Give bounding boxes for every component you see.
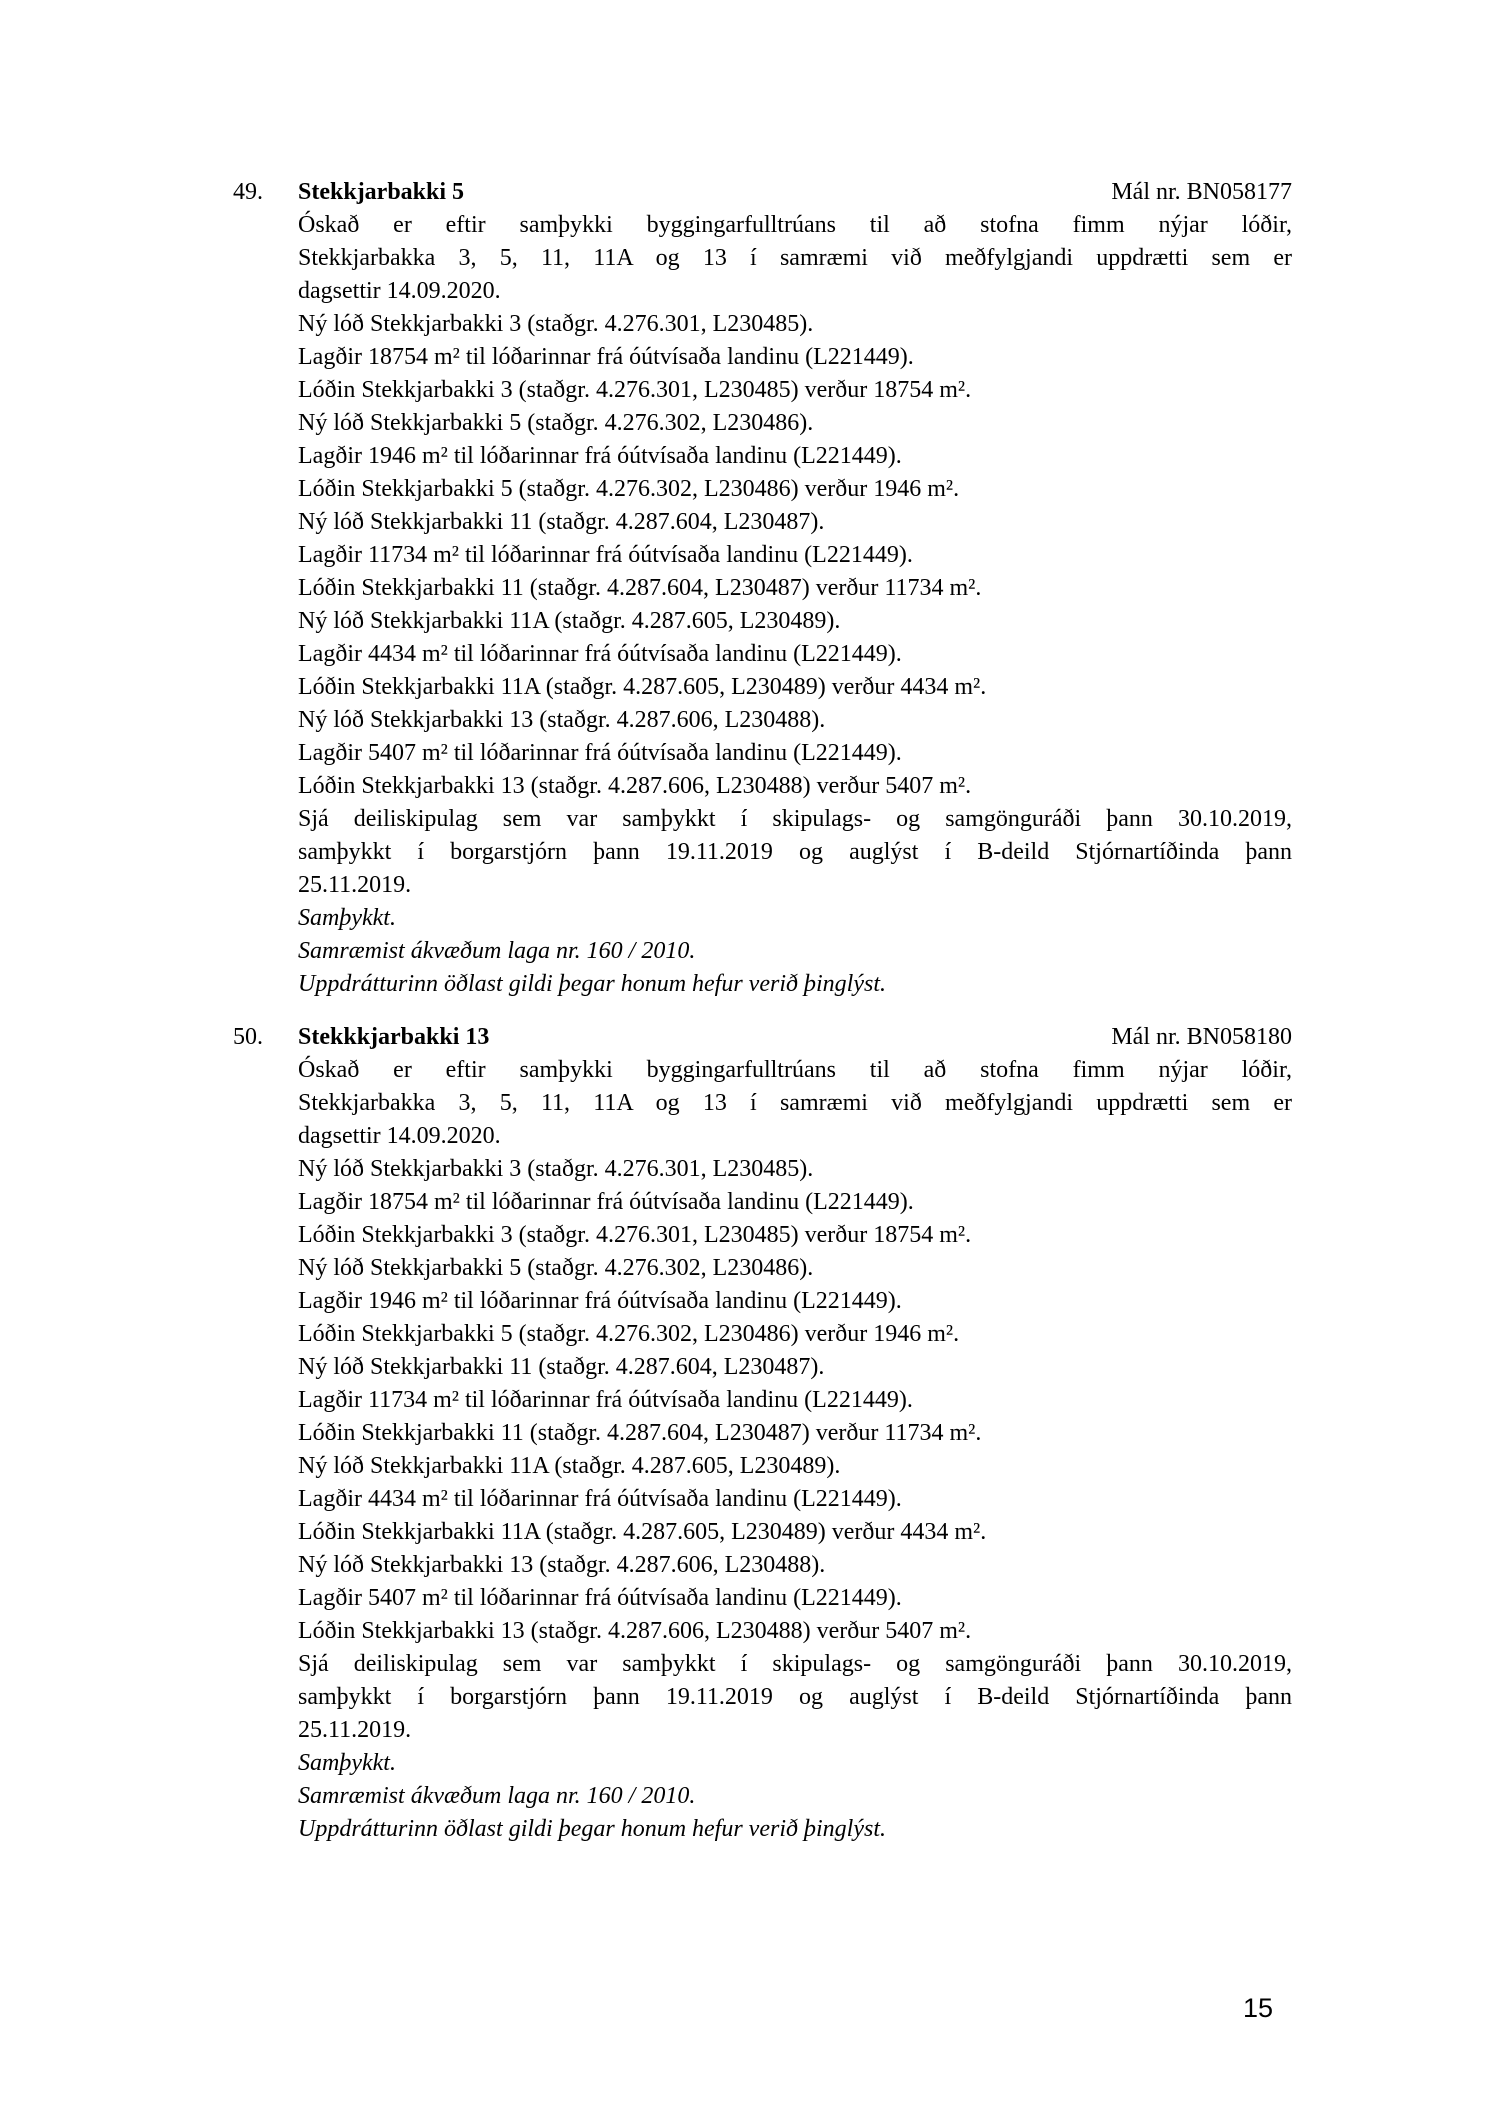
- text-line: Ný lóð Stekkjarbakki 3 (staðgr. 4.276.301, L230485).: [298, 311, 814, 337]
- closing-paragraph: [298, 803, 1292, 902]
- intro-paragraph: [298, 209, 1292, 308]
- text-line: Lagðir 1946 m² til lóðarinnar frá óútvísaða landinu (L221449).: [298, 1288, 902, 1314]
- text-line: Lóðin Stekkjarbakki 5 (staðgr. 4.276.302, L230486) verður 1946 m².: [298, 1321, 960, 1347]
- item-title: Stekkkjarbakki 13: [298, 1024, 490, 1050]
- agenda-item-49: [233, 176, 1292, 1001]
- text-line: Lagðir 1946 m² til lóðarinnar frá óútvísaða landinu (L221449).: [298, 443, 902, 469]
- text-line: Óskað er eftir samþykki byggingarfulltrúans til að stofna fimm nýjar lóðir,: [298, 212, 1292, 238]
- text-line: Ný lóð Stekkjarbakki 11A (staðgr. 4.287.605, L230489).: [298, 1453, 841, 1479]
- text-line: Lóðin Stekkjarbakki 13 (staðgr. 4.287.606, L230488) verður 5407 m².: [298, 773, 972, 799]
- text-line: 25.11.2019.: [298, 872, 412, 898]
- text-line: Stekkjarbakka 3, 5, 11, 11A og 13 í samræmi við meðfylgjandi uppdrætti sem er: [298, 1090, 1292, 1116]
- text-line: Óskað er eftir samþykki byggingarfulltrúans til að stofna fimm nýjar lóðir,: [298, 1057, 1292, 1083]
- item-body: [298, 1054, 1292, 1846]
- text-line: 25.11.2019.: [298, 1717, 412, 1743]
- text-line: Ný lóð Stekkjarbakki 11 (staðgr. 4.287.604, L230487).: [298, 509, 825, 535]
- text-line: Uppdrátturinn öðlast gildi þegar honum hefur verið þinglýst.: [298, 1816, 886, 1842]
- item-number: 50.: [233, 1024, 263, 1050]
- text-line: Lagðir 4434 m² til lóðarinnar frá óútvísaða landinu (L221449).: [298, 641, 902, 667]
- text-line: Lóðin Stekkjarbakki 3 (staðgr. 4.276.301, L230485) verður 18754 m².: [298, 377, 972, 403]
- text-line: Stekkjarbakka 3, 5, 11, 11A og 13 í samræmi við meðfylgjandi uppdrætti sem er: [298, 245, 1292, 271]
- lot-detail-lines: [298, 1153, 1292, 1648]
- text-line: Ný lóð Stekkjarbakki 13 (staðgr. 4.287.606, L230488).: [298, 707, 826, 733]
- text-line: dagsettir 14.09.2020.: [298, 1123, 501, 1149]
- resolution-lines: [298, 1747, 1292, 1846]
- text-line: Lagðir 5407 m² til lóðarinnar frá óútvísaða landinu (L221449).: [298, 1585, 902, 1611]
- item-title: Stekkjarbakki 5: [298, 179, 465, 205]
- text-line: Sjá deiliskipulag sem var samþykkt í skipulags- og samgönguráði þann 30.10.2019,: [298, 1651, 1292, 1677]
- agenda-item-heading: [233, 1021, 1292, 1054]
- page-number: 15: [1243, 1993, 1274, 2023]
- item-body: [298, 209, 1292, 1001]
- lot-detail-lines: [298, 308, 1292, 803]
- text-line: Lagðir 11734 m² til lóðarinnar frá óútvísaða landinu (L221449).: [298, 542, 913, 568]
- text-line: Ný lóð Stekkjarbakki 5 (staðgr. 4.276.302, L230486).: [298, 410, 814, 436]
- text-line: Lagðir 4434 m² til lóðarinnar frá óútvísaða landinu (L221449).: [298, 1486, 902, 1512]
- text-line: samþykkt í borgarstjórn þann 19.11.2019 og auglýst í B-deild Stjórnartíðinda þann: [298, 1684, 1292, 1710]
- text-line: Ný lóð Stekkjarbakki 11A (staðgr. 4.287.605, L230489).: [298, 608, 841, 634]
- text-line: Lagðir 11734 m² til lóðarinnar frá óútvísaða landinu (L221449).: [298, 1387, 913, 1413]
- text-line: Samræmist ákvæðum laga nr. 160 / 2010.: [298, 1783, 696, 1809]
- text-line: Ný lóð Stekkjarbakki 13 (staðgr. 4.287.606, L230488).: [298, 1552, 826, 1578]
- text-line: Ný lóð Stekkjarbakki 11 (staðgr. 4.287.604, L230487).: [298, 1354, 825, 1380]
- text-line: Lagðir 18754 m² til lóðarinnar frá óútvísaða landinu (L221449).: [298, 344, 914, 370]
- document-content: [233, 176, 1292, 1846]
- resolution-lines: [298, 902, 1292, 1001]
- text-line: Lóðin Stekkjarbakki 11A (staðgr. 4.287.605, L230489) verður 4434 m².: [298, 1519, 987, 1545]
- text-line: Samþykkt.: [298, 1750, 396, 1776]
- text-line: Sjá deiliskipulag sem var samþykkt í skipulags- og samgönguráði þann 30.10.2019,: [298, 806, 1292, 832]
- text-line: samþykkt í borgarstjórn þann 19.11.2019 og auglýst í B-deild Stjórnartíðinda þann: [298, 839, 1292, 865]
- text-line: dagsettir 14.09.2020.: [298, 278, 501, 304]
- text-line: Samræmist ákvæðum laga nr. 160 / 2010.: [298, 938, 696, 964]
- agenda-item-50: [233, 1021, 1292, 1846]
- text-line: Lóðin Stekkjarbakki 11A (staðgr. 4.287.605, L230489) verður 4434 m².: [298, 674, 987, 700]
- text-line: Lagðir 5407 m² til lóðarinnar frá óútvísaða landinu (L221449).: [298, 740, 902, 766]
- text-line: Lagðir 18754 m² til lóðarinnar frá óútvísaða landinu (L221449).: [298, 1189, 914, 1215]
- text-line: Lóðin Stekkjarbakki 13 (staðgr. 4.287.606, L230488) verður 5407 m².: [298, 1618, 972, 1644]
- case-number: Mál nr. BN058180: [1111, 1024, 1292, 1050]
- text-line: Ný lóð Stekkjarbakki 5 (staðgr. 4.276.302, L230486).: [298, 1255, 814, 1281]
- text-line: Lóðin Stekkjarbakki 11 (staðgr. 4.287.604, L230487) verður 11734 m².: [298, 575, 982, 601]
- text-line: Uppdrátturinn öðlast gildi þegar honum hefur verið þinglýst.: [298, 971, 886, 997]
- item-number: 49.: [233, 179, 263, 205]
- text-line: Lóðin Stekkjarbakki 11 (staðgr. 4.287.604, L230487) verður 11734 m².: [298, 1420, 982, 1446]
- text-line: Ný lóð Stekkjarbakki 3 (staðgr. 4.276.301, L230485).: [298, 1156, 814, 1182]
- closing-paragraph: [298, 1648, 1292, 1747]
- text-line: Lóðin Stekkjarbakki 5 (staðgr. 4.276.302, L230486) verður 1946 m².: [298, 476, 960, 502]
- text-line: Samþykkt.: [298, 905, 396, 931]
- agenda-item-heading: [233, 176, 1292, 209]
- intro-paragraph: [298, 1054, 1292, 1153]
- text-line: Lóðin Stekkjarbakki 3 (staðgr. 4.276.301, L230485) verður 18754 m².: [298, 1222, 972, 1248]
- case-number: Mál nr. BN058177: [1111, 179, 1292, 205]
